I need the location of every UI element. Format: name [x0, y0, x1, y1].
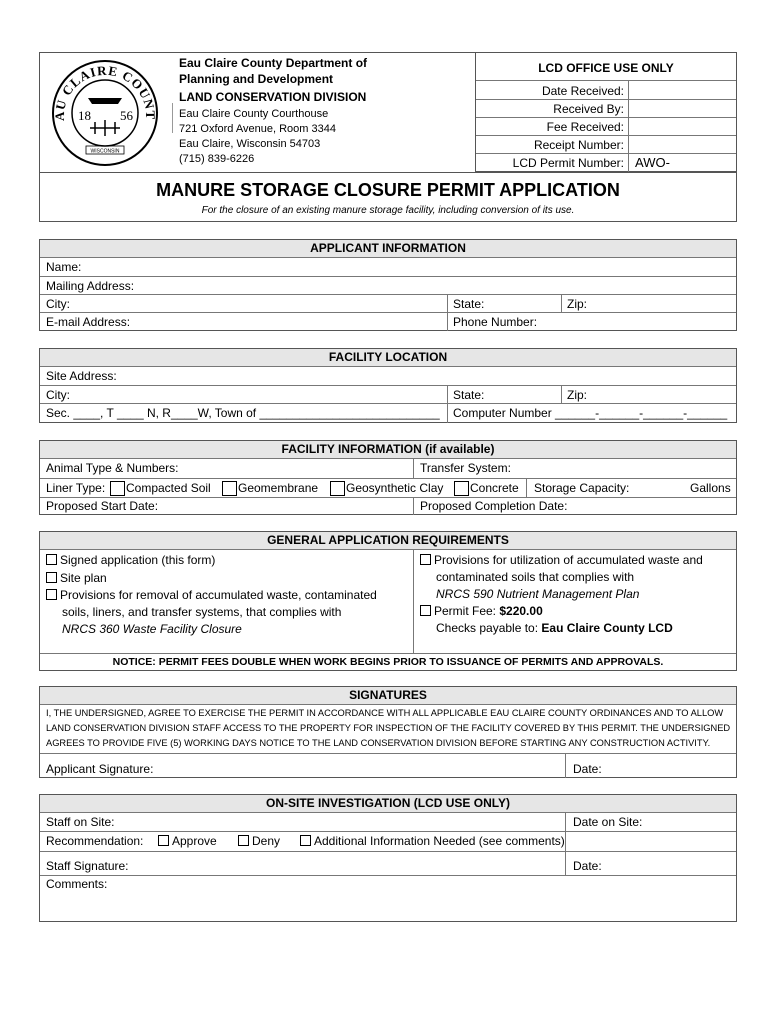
geomembrane-label: Geomembrane	[238, 481, 319, 495]
signatures-section	[39, 686, 737, 778]
location-state-field[interactable]: State:	[453, 388, 485, 402]
req-signed-application[interactable]: Signed application (this form)	[46, 553, 215, 567]
animal-type-field[interactable]: Animal Type & Numbers:	[46, 461, 179, 475]
permit-number-label: LCD Permit Number:	[512, 156, 624, 170]
phone-number: (715) 839-6226	[179, 153, 255, 165]
office-use-title: LCD OFFICE USE ONLY	[538, 61, 674, 75]
deny-option[interactable]: Deny	[238, 834, 280, 848]
address-line-1: Eau Claire County Courthouse	[179, 108, 329, 120]
compacted-soil-label: Compacted Soil	[126, 481, 211, 495]
requirements-header: GENERAL APPLICATION REQUIREMENTS	[40, 532, 736, 550]
location-section	[39, 348, 737, 423]
county-seal	[50, 58, 160, 168]
applicant-header: APPLICANT INFORMATION	[40, 240, 736, 258]
signatures-header: SIGNATURES	[40, 687, 736, 705]
receipt-number-label: Receipt Number:	[533, 138, 624, 152]
recommendation-label: Recommendation:	[46, 834, 144, 848]
email-field[interactable]: E-mail Address:	[46, 315, 131, 329]
date-on-site-field[interactable]: Date on Site:	[573, 815, 643, 829]
permit-prefix: AWO-	[635, 155, 670, 170]
additional-info-checkbox[interactable]	[300, 835, 311, 846]
comments-field[interactable]: Comments:	[46, 877, 108, 891]
applicant-signature-field[interactable]: Applicant Signature:	[46, 762, 154, 776]
req-removal-provisions-line3: NRCS 360 Waste Facility Closure	[62, 622, 242, 636]
permit-fee-checkbox[interactable]	[420, 605, 431, 616]
liner-type-label: Liner Type:	[46, 481, 106, 495]
date-received-label: Date Received:	[541, 84, 624, 98]
facility-section	[39, 440, 737, 515]
staff-signature-field[interactable]: Staff Signature:	[46, 859, 129, 873]
geomembrane-checkbox[interactable]	[222, 481, 237, 496]
concrete-checkbox[interactable]	[454, 481, 469, 496]
proposed-completion-date-field[interactable]: Proposed Completion Date:	[420, 499, 568, 513]
dept-name-1: Eau Claire County Department of	[179, 56, 368, 70]
dept-name-2: Planning and Development	[179, 72, 334, 86]
req-utilization-line3: NRCS 590 Nutrient Management Plan	[436, 587, 640, 601]
form-title: MANURE STORAGE CLOSURE PERMIT APPLICATION	[156, 180, 620, 200]
geosynthetic-clay-checkbox[interactable]	[330, 481, 345, 496]
office-use-box	[475, 52, 737, 172]
phone-field[interactable]: Phone Number:	[453, 315, 538, 329]
svg-text:56: 56	[120, 108, 133, 123]
compacted-soil-checkbox[interactable]	[110, 481, 125, 496]
agreement-line-2: LAND CONSERVATION DIVISION STAFF ACCESS TO THE PROPERTY FOR INSPECTION OF THE FACILITY COVERED BY THIS PERMIT. THE UNDERSIGNED	[46, 723, 731, 733]
agreement-line-3: AGREES TO PROVIDE FIVE (5) WORKING DAYS NOTICE TO THE LAND CONSERVATION DIVISION BEFORE STARTING ANY CONSTRUCTION ACTIVITY.	[46, 738, 711, 748]
approve-option[interactable]: Approve	[158, 834, 217, 848]
storage-capacity-field[interactable]: Storage Capacity:	[534, 481, 630, 495]
state-field[interactable]: State:	[453, 297, 485, 311]
requirements-section	[39, 531, 737, 671]
location-city-field[interactable]: City:	[46, 388, 70, 402]
staff-on-site-field[interactable]: Staff on Site:	[46, 815, 115, 829]
legal-description-field[interactable]: Sec. ____, T ____ N, R____W, Town of ___________________________	[46, 406, 440, 420]
address-line-3: Eau Claire, Wisconsin 54703	[179, 138, 321, 150]
req-utilization-provisions[interactable]: Provisions for utilization of accumulated waste and	[420, 553, 703, 567]
location-zip-field[interactable]: Zip:	[567, 388, 588, 402]
fee-received-label: Fee Received:	[546, 120, 624, 134]
form-subtitle: For the closure of an existing manure storage facility, including conversion of its use.	[201, 205, 575, 216]
geosynthetic-clay-label: Geosynthetic Clay	[346, 481, 444, 495]
signed-application-checkbox[interactable]	[46, 554, 57, 565]
site-address-field[interactable]: Site Address:	[46, 369, 117, 383]
req-site-plan[interactable]: Site plan	[46, 571, 107, 585]
proposed-start-date-field[interactable]: Proposed Start Date:	[46, 499, 159, 513]
site-plan-checkbox[interactable]	[46, 572, 57, 583]
req-removal-provisions[interactable]: Provisions for removal of accumulated waste, contaminated	[46, 588, 377, 602]
mailing-address-field[interactable]: Mailing Address:	[46, 279, 135, 293]
facility-header: FACILITY INFORMATION (if available)	[40, 441, 736, 459]
req-removal-provisions-line2: soils, liners, and transfer systems, that complies with	[62, 605, 342, 619]
applicant-section	[39, 239, 737, 331]
zip-field[interactable]: Zip:	[567, 297, 588, 311]
deny-checkbox[interactable]	[238, 835, 249, 846]
utilization-provisions-checkbox[interactable]	[420, 554, 431, 565]
fee-notice: NOTICE: PERMIT FEES DOUBLE WHEN WORK BEGINS PRIOR TO ISSUANCE OF PERMITS AND APPROVALS.	[112, 656, 664, 668]
agreement-line-1: I, THE UNDERSIGNED, AGREE TO EXERCISE THE PERMIT IN ACCORDANCE WITH ALL APPLICABLE EAU CLAIRE COUNTY ORDINANCES AND TO ALLOW	[46, 708, 724, 718]
name-field[interactable]: Name:	[46, 260, 82, 274]
svg-text:WISCONSIN: WISCONSIN	[90, 148, 120, 155]
header-section	[39, 52, 737, 222]
applicant-date-field[interactable]: Date:	[573, 762, 602, 776]
svg-text:18: 18	[78, 108, 91, 123]
onsite-header: ON-SITE INVESTIGATION (LCD USE ONLY)	[40, 795, 736, 813]
computer-number-field[interactable]: Computer Number ______-______-______-______	[453, 406, 728, 420]
received-by-label: Received By:	[553, 102, 624, 116]
req-checks-payable: Checks payable to: Eau Claire County LCD	[436, 621, 673, 635]
onsite-section	[39, 794, 737, 922]
additional-info-option[interactable]: Additional Information Needed (see comments)	[300, 834, 565, 848]
division-name: LAND CONSERVATION DIVISION	[179, 90, 367, 104]
gallons-label: Gallons	[690, 481, 731, 495]
city-field[interactable]: City:	[46, 297, 70, 311]
approve-checkbox[interactable]	[158, 835, 169, 846]
req-utilization-line2: contaminated soils that complies with	[436, 570, 635, 584]
concrete-label: Concrete	[470, 481, 519, 495]
removal-provisions-checkbox[interactable]	[46, 589, 57, 600]
req-permit-fee[interactable]: Permit Fee: $220.00	[420, 604, 543, 618]
svg-text:EAU CLAIRE COUNTY: AU CLAIRE COUNT	[51, 62, 159, 121]
location-header: FACILITY LOCATION	[40, 349, 736, 367]
transfer-system-field[interactable]: Transfer System:	[420, 461, 511, 475]
address-line-2: 721 Oxford Avenue, Room 3344	[179, 123, 336, 135]
staff-date-field[interactable]: Date:	[573, 859, 602, 873]
